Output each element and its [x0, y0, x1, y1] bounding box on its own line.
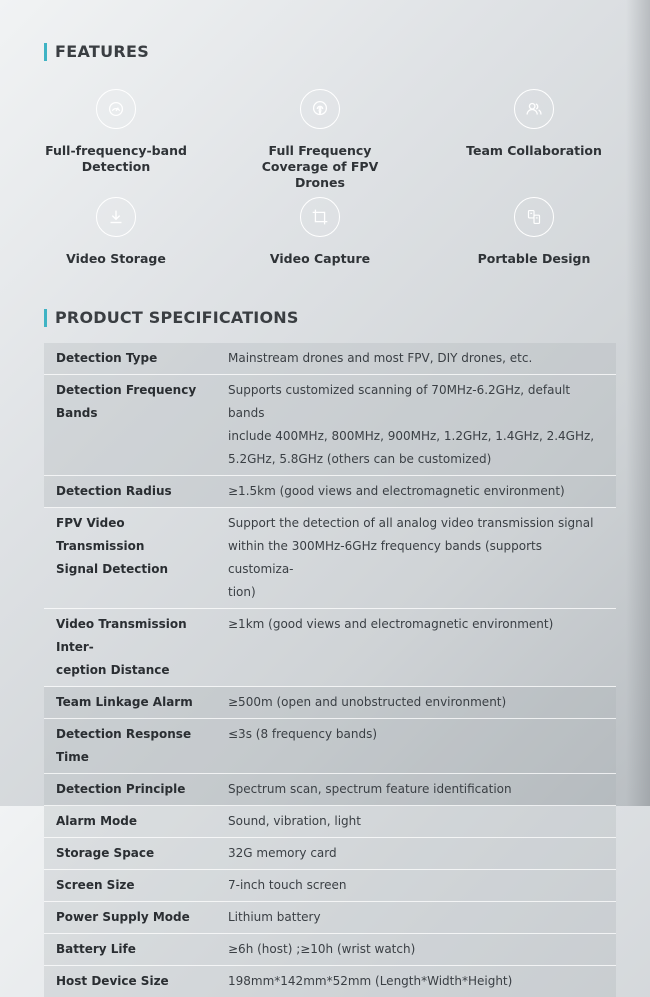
- spec-row-fpv-video-transmission: [44, 508, 616, 609]
- spec-value: include 400MHz, 800MHz, 900MHz, 1.2GHz, 1.4GHz, 2.4GHz,: [228, 425, 610, 448]
- spec-row-detection-radius: [44, 476, 616, 508]
- feature-portable-design: [434, 197, 634, 267]
- spec-key: Host Device Size: [56, 970, 216, 993]
- spec-row-alarm-mode: [44, 806, 616, 838]
- feature-video-capture: [220, 197, 420, 267]
- spec-key: Alarm Mode: [56, 810, 216, 833]
- spec-value: tion): [228, 581, 610, 604]
- spec-row-power-supply-mode: [44, 902, 616, 934]
- spec-row-screen-size: [44, 870, 616, 902]
- feature-video-storage: [16, 197, 216, 267]
- spec-value: 198mm*142mm*52mm (Length*Width*Height): [228, 970, 610, 993]
- spec-value: Lithium battery: [228, 906, 610, 929]
- feature-label-line: Drones: [220, 175, 420, 191]
- spec-row-battery-life: [44, 934, 616, 966]
- spec-key: ception Distance: [56, 659, 216, 682]
- spec-value: Sound, vibration, light: [228, 810, 610, 833]
- spec-key: Video Transmission Inter-: [56, 613, 216, 659]
- spec-row-host-device-size: [44, 966, 616, 997]
- feature-label-line: Full-frequency-band: [16, 143, 216, 159]
- feature-label-line: Video Capture: [220, 251, 420, 267]
- feature-full-frequency-coverage: [220, 89, 420, 191]
- feature-team-collaboration: [434, 89, 634, 159]
- feature-label-line: Full Frequency: [220, 143, 420, 159]
- spec-key: Storage Space: [56, 842, 216, 865]
- features-heading: [44, 42, 149, 61]
- feature-label-line: Portable Design: [434, 251, 634, 267]
- spec-row-team-linkage-alarm: [44, 687, 616, 719]
- feature-label-line: Video Storage: [16, 251, 216, 267]
- spec-value: 7-inch touch screen: [228, 874, 610, 897]
- spec-key: Team Linkage Alarm: [56, 691, 216, 714]
- spec-key: Battery Life: [56, 938, 216, 961]
- spec-key: Signal Detection: [56, 558, 216, 581]
- spec-value: 5.2GHz, 5.8GHz (others can be customized): [228, 448, 610, 471]
- heading-accent-bar: [44, 309, 47, 327]
- spec-key: Screen Size: [56, 874, 216, 897]
- specs-heading-text: PRODUCT SPECIFICATIONS: [55, 308, 299, 327]
- feature-label-line: Team Collaboration: [434, 143, 634, 159]
- spec-value: Spectrum scan, spectrum feature identification: [228, 778, 610, 801]
- signal-icon: [300, 89, 340, 129]
- spec-key: Detection Type: [56, 347, 216, 370]
- feature-label-line: Coverage of FPV: [220, 159, 420, 175]
- spec-key: Detection Radius: [56, 480, 216, 503]
- spec-row-detection-type: [44, 343, 616, 375]
- spec-row-detection-principle: [44, 774, 616, 806]
- spec-key: Detection Frequency Bands: [56, 379, 216, 425]
- spec-value: Supports customized scanning of 70MHz-6.2GHz, default bands: [228, 379, 610, 425]
- team-icon: [514, 89, 554, 129]
- heading-accent-bar: [44, 43, 47, 61]
- feature-label-line: Detection: [16, 159, 216, 175]
- spec-value: ≥1km (good views and electromagnetic environment): [228, 613, 610, 636]
- spec-row-interception-distance: [44, 609, 616, 687]
- spec-value: Support the detection of all analog video transmission signal: [228, 512, 610, 535]
- specs-heading: [44, 308, 299, 327]
- spec-key: Detection Principle: [56, 778, 216, 801]
- spec-key: Detection Response Time: [56, 723, 216, 769]
- crop-icon: [300, 197, 340, 237]
- features-heading-text: FEATURES: [55, 42, 149, 61]
- spec-value: ≥1.5km (good views and electromagnetic environment): [228, 480, 610, 503]
- spec-row-detection-frequency-bands: [44, 375, 616, 476]
- spec-value: ≥500m (open and unobstructed environment): [228, 691, 610, 714]
- spec-key: FPV Video Transmission: [56, 512, 216, 558]
- gauge-icon: [96, 89, 136, 129]
- spec-value: 32G memory card: [228, 842, 610, 865]
- download-icon: [96, 197, 136, 237]
- specs-table: [44, 343, 616, 997]
- portable-device-icon: [514, 197, 554, 237]
- spec-row-storage-space: [44, 838, 616, 870]
- spec-value: ≤3s (8 frequency bands): [228, 723, 610, 746]
- feature-full-frequency-band-detection: [16, 89, 216, 175]
- spec-key: Power Supply Mode: [56, 906, 216, 929]
- spec-row-response-time: [44, 719, 616, 774]
- spec-value: within the 300MHz-6GHz frequency bands (supports customiza-: [228, 535, 610, 581]
- spec-value: ≥6h (host) ;≥10h (wrist watch): [228, 938, 610, 961]
- spec-value: Mainstream drones and most FPV, DIY drones, etc.: [228, 347, 610, 370]
